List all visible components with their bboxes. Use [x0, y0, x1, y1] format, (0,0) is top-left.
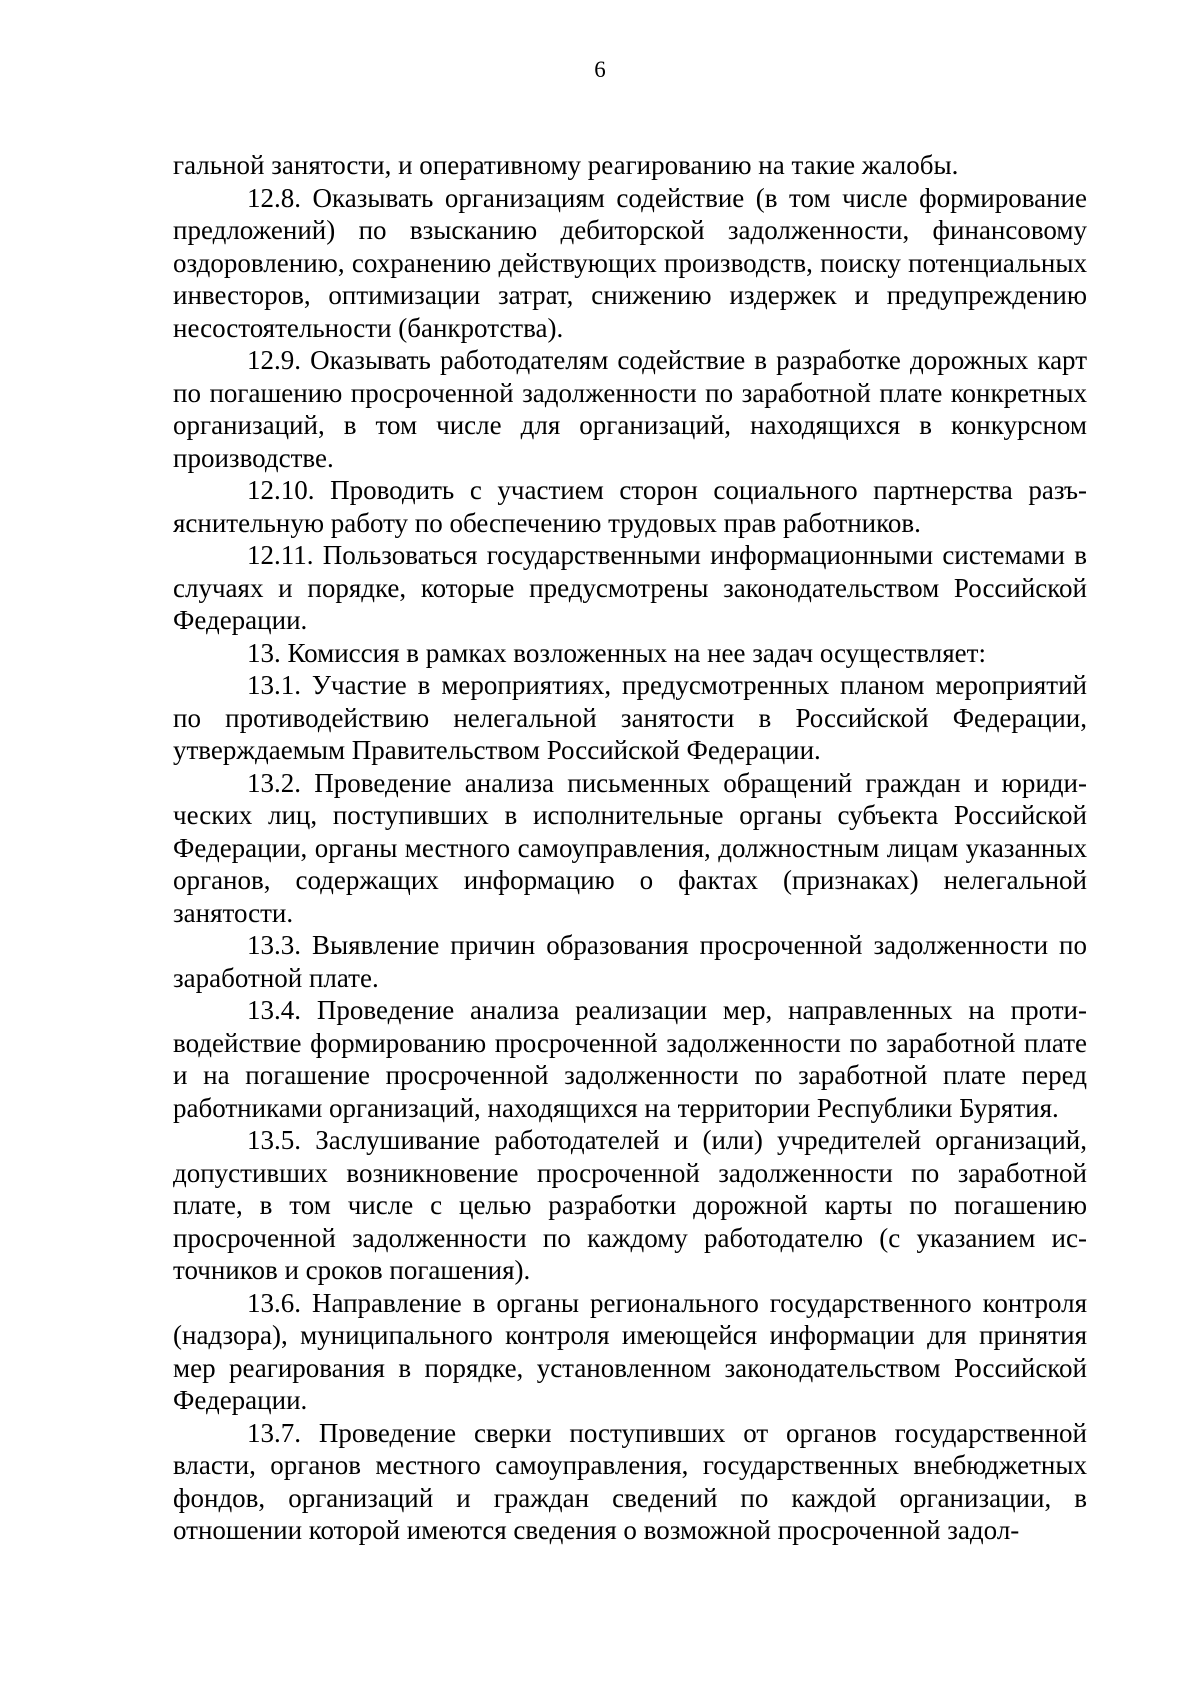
- paragraph-12-11: 12.11. Пользоваться государственными информационными системами в случаях и порядке, которые предусмотрены законодательством Российской Федерации.: [173, 540, 1087, 635]
- paragraph-13-5: 13.5. Заслушивание работодателей и (или) учредителей организаций, допустивших возникновение просроченной задолженности по заработной плате, в том числе с целью разработки дорожной карты по погашению просроченной задолженности по каждому работодателю (с указанием источников и сроков погашения).: [173, 1125, 1087, 1285]
- paragraph-13-4: 13.4. Проведение анализа реализации мер, направленных на противодействие формированию просроченной задолженности по заработной плате и на погашение просроченной задолженности по заработной плате перед работниками организаций, находящихся на территории Республики Бурятия.: [173, 995, 1087, 1123]
- paragraph-13-1: 13.1. Участие в мероприятиях, предусмотренных планом мероприятий по противодействию нелегальной занятости в Российской Федерации, утверждаемым Правительством Российской Федерации.: [173, 670, 1087, 765]
- page-number: 6: [594, 57, 606, 82]
- paragraph-continuation: гальной занятости, и оперативному реагированию на такие жалобы.: [173, 150, 959, 180]
- paragraph-12-9: 12.9. Оказывать работодателям содействие в разработке дорожных карт по погашению просроченной задолженности по заработной плате конкретных организаций, в том числе для организаций, находящихся в конкурсном производстве.: [173, 345, 1087, 473]
- document-body: [173, 149, 1087, 1547]
- paragraph-12-10: 12.10. Проводить с участием сторон социального партнерства разъяснительную работу по обеспечению трудовых прав работников.: [173, 475, 1087, 538]
- paragraph-13-3: 13.3. Выявление причин образования просроченной задолженности по заработной плате.: [173, 930, 1087, 993]
- paragraph-13-2: 13.2. Проведение анализа письменных обращений граждан и юридических лиц, поступивших в исполнительные органы субъекта Российской Федерации, органы местного самоуправления, должностным лицам указанных органов, содержащих информацию о фактах (признаках) нелегальной занятости.: [173, 767, 1087, 928]
- paragraph-13: 13. Комиссия в рамках возложенных на нее задач осуществляет:: [247, 637, 986, 668]
- paragraph-13-6: 13.6. Направление в органы регионального государственного контроля (надзора), муниципального контроля имеющейся информации для принятия мер реагирования в порядке, установленном законодательством Российской Федерации.: [173, 1287, 1087, 1415]
- paragraph-13-7: 13.7. Проведение сверки поступивших от органов государственной власти, органов местного самоуправления, государственных внебюджетных фондов, организаций и граждан сведений по каждой организации, в отношении которой имеются сведения о возможной просроченной задол-: [173, 1417, 1087, 1545]
- paragraph-12-8: 12.8. Оказывать организациям содействие (в том числе формирование предложений) по взысканию дебиторской задолженности, финансовому оздоровлению, сохранению действующих производств, поиску потенциальных инвесторов, оптимизации затрат, снижению издержек и предупреждению несостоятельности (банкротства).: [173, 182, 1087, 343]
